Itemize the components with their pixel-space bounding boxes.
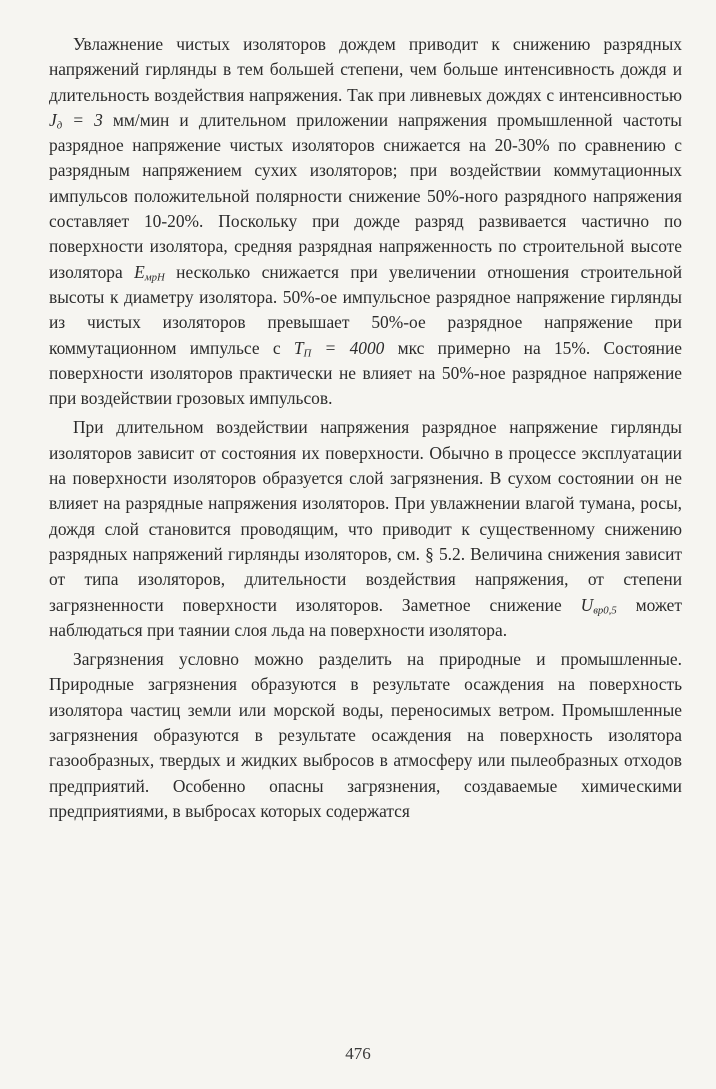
subscript-text: П	[303, 347, 312, 360]
formula-text: J	[49, 109, 57, 130]
body-text	[49, 32, 682, 824]
formula-text: U	[580, 594, 594, 615]
formula-text: E	[134, 261, 145, 282]
formula-text: T	[293, 337, 304, 358]
text-run: мкс примерно на 15%. Состояние поверхности изоляторов практически не влияет на 50%-ное разрядное напряжение при воздействии грозовых импульсов.	[49, 337, 682, 409]
subscript-text: вр0,5	[593, 604, 617, 617]
subscript-text: д	[56, 119, 63, 132]
formula-text: = 3	[62, 109, 103, 130]
text-run: При длительном воздействии напряжения разрядное напряжение гирлянды изоляторов зависит от состояния их поверхности. Обычно в процессе эксплуатации на поверхности изоляторов образуется слой загрязнения. В сухом состоянии он не влияет на разрядные напряжения изоляторов. При увлажнении влагой тумана, росы, дождя слой становится проводящим, что приводит к существенному снижению разрядных напряжений гирлянды изоляторов, см. § 5.2. Величина снижения зависит от типа изоляторов, длительности воздействия напряжения, от степени загрязненности поверхности изоляторов. Заметное снижение	[49, 417, 682, 615]
subscript-text: мрН	[144, 271, 165, 284]
text-run: Загрязнения условно можно разделить на природные и промышленные. Природные загрязнения образуются в результате осаждения на поверхность изолятора частиц земли или морской воды, переносимых ветром. Промышленные загрязнения образуются в результате осаждения на поверхность изолятора газообразных, твердых и жидких выбросов в атмосферу или пылеобразных отходов предприятий. Особенно опасны загрязнения, создаваемые химическими предприятиями, в выбросах которых содержатся	[49, 649, 682, 821]
paragraph-1	[49, 32, 682, 411]
text-run: Увлажнение чистых изоляторов дождем приводит к снижению разрядных напряжений гирлянды в тем большей степени, чем больше интенсивность дождя и длительность воздействия напряжения. Так при ливневых дождях с интенсивностью	[49, 34, 682, 105]
text-run: может наблюдаться при таянии слоя льда на поверхности изолятора.	[49, 594, 682, 640]
page-number: 476	[345, 1044, 371, 1063]
paragraph-2	[49, 415, 682, 643]
paragraph-3	[49, 647, 682, 824]
text-run: несколько снижается при увеличении отношения строительной высоты к диаметру изолятора. 50%-ое импульсное разрядное напряжение гирлянды из чистых изоляторов превышает 50%-ое разрядное напряжение при коммутационном импульсе с	[49, 261, 682, 358]
formula-text: = 4000	[311, 337, 385, 358]
text-run: мм/мин и длительном приложении напряжения промышленной частоты разрядное напряжение чистых изоляторов снижается на 20-30% по сравнению с разрядным напряжением сухих изоляторов; при воздействии коммутационных импульсов положительной полярности снижение 50%-ного разрядного напряжения составляет 10-20%. Поскольку при дожде разряд развивается частично по поверхности изолятора, средняя разрядная напряженность по строительной высоте изолятора	[49, 109, 682, 282]
